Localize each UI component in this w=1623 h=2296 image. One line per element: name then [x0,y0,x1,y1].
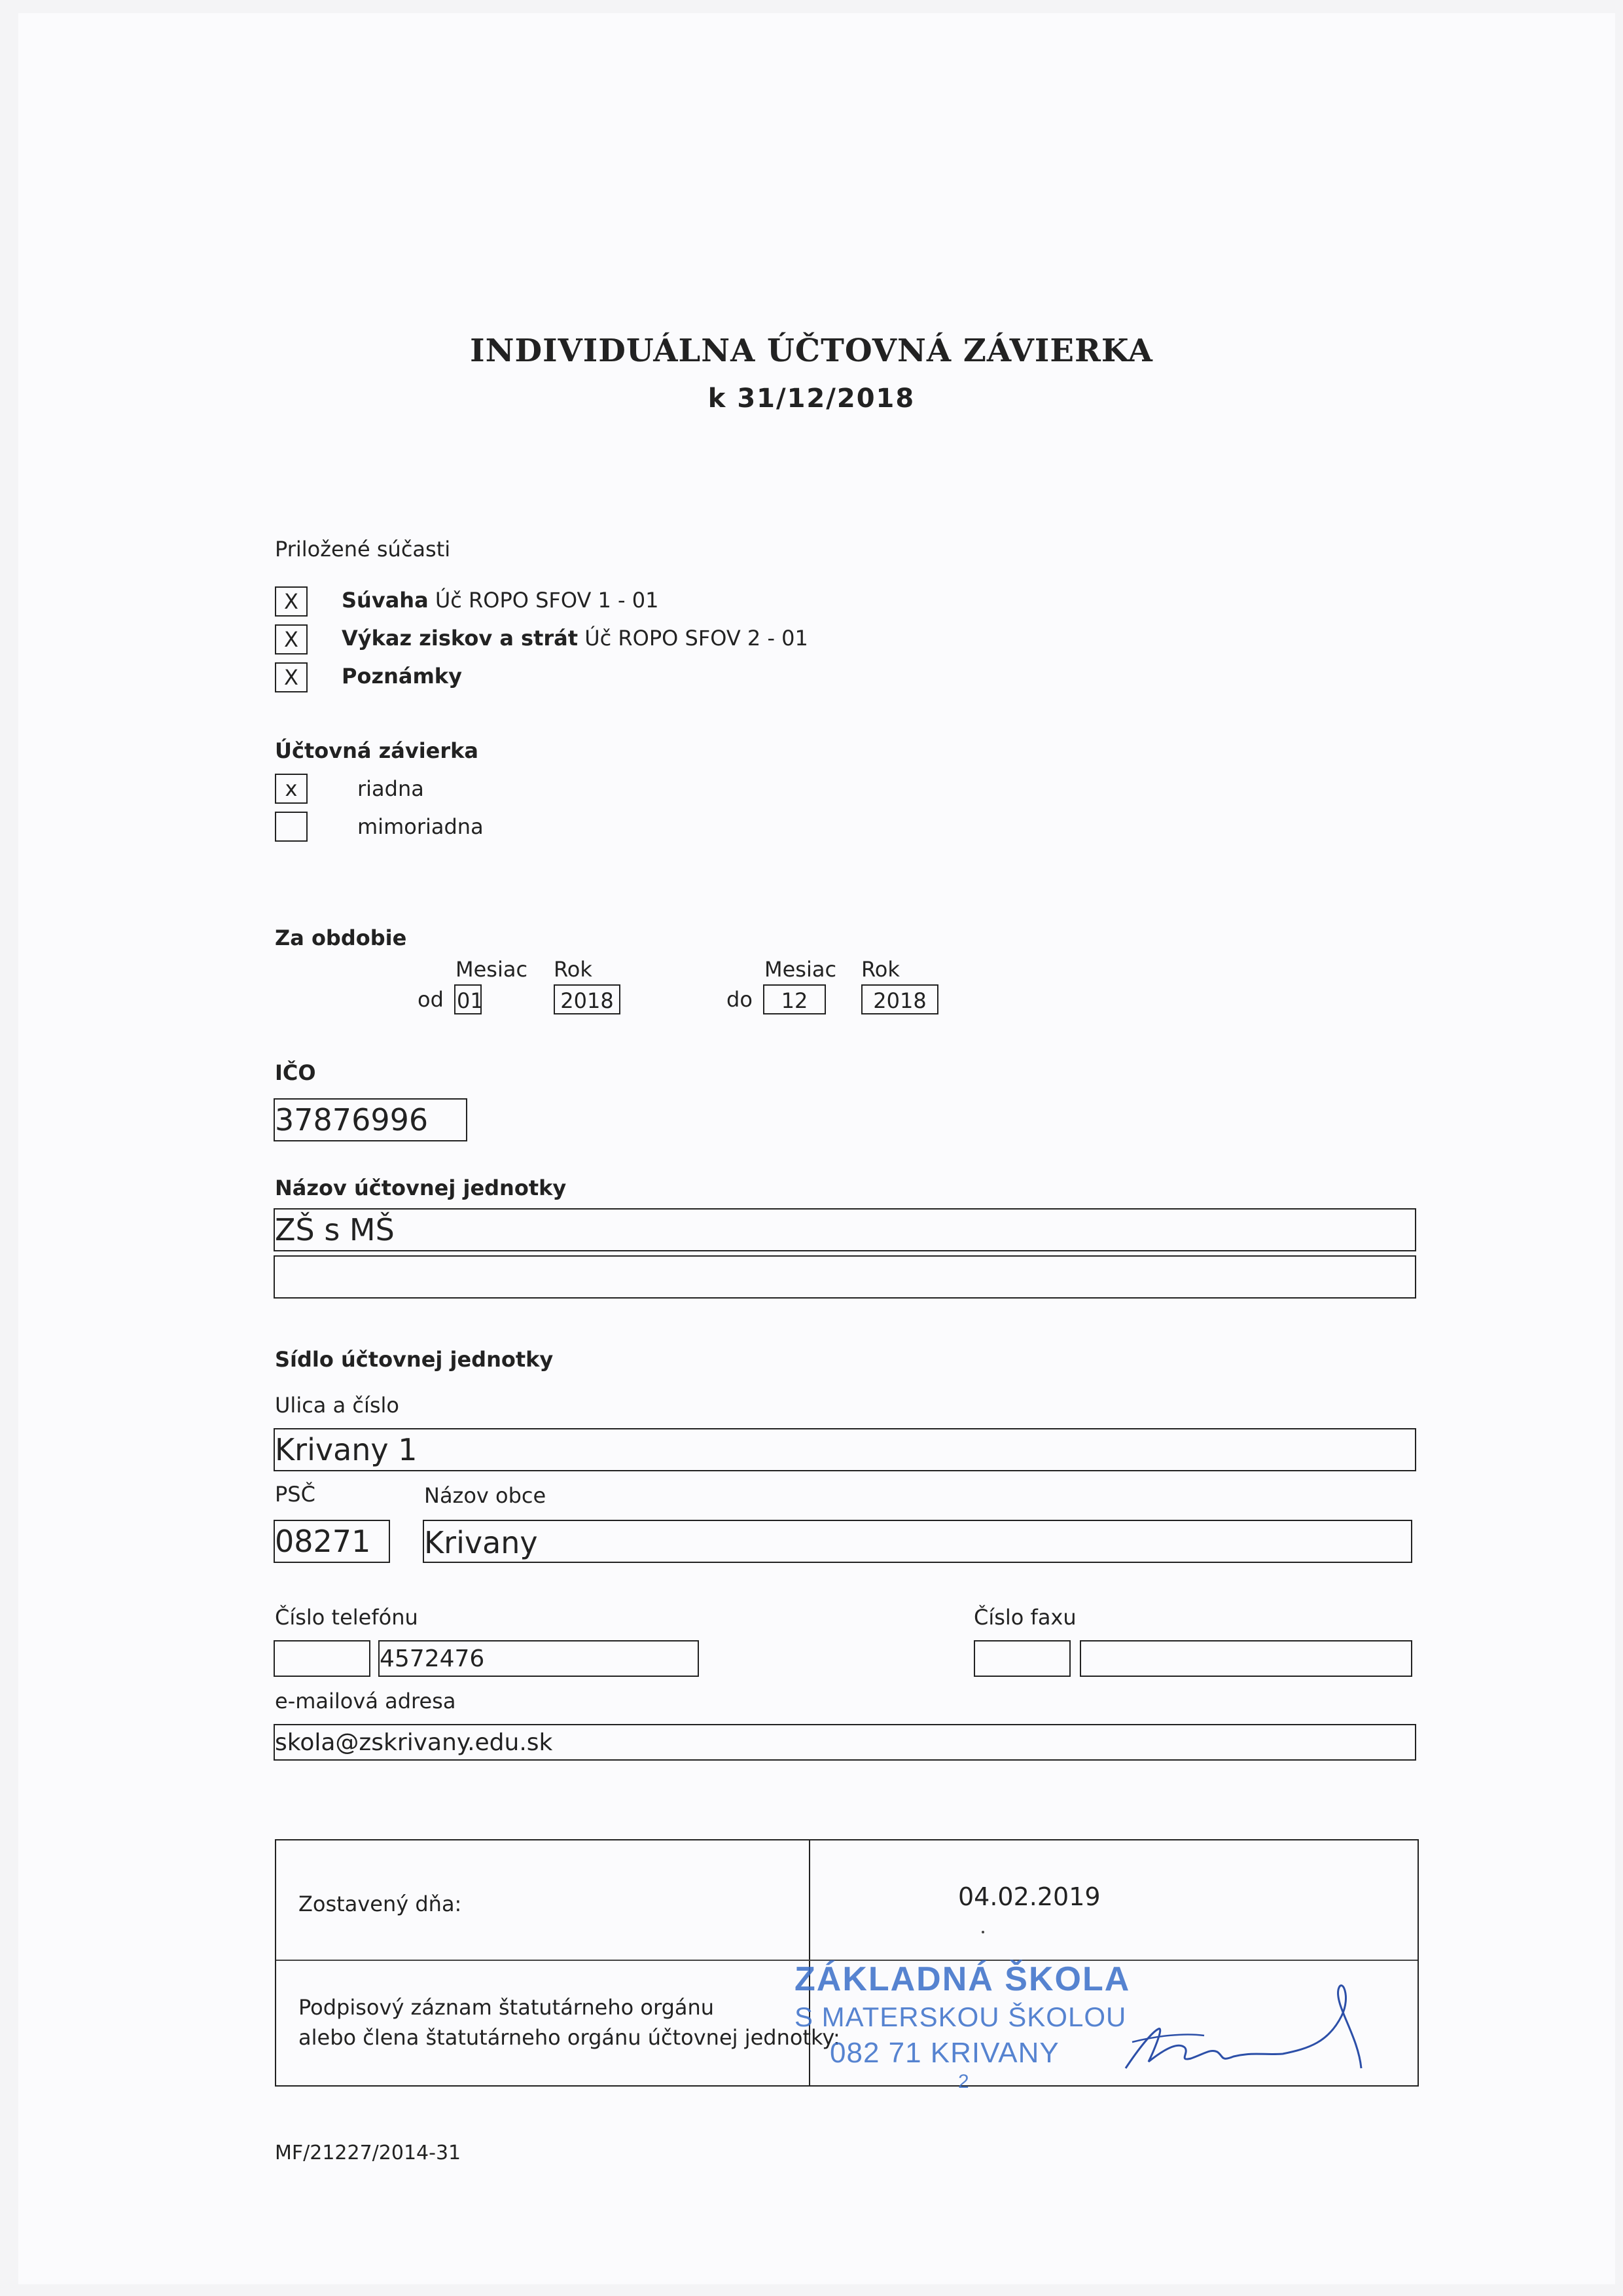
psc-label: PSČ [275,1482,315,1507]
period-from-month-field[interactable] [454,984,482,1014]
stamp-line1: ZÁKLADNÁ ŠKOLA [794,1960,1131,1998]
attachment-checkbox-income[interactable]: X [275,624,308,655]
ico-label: IČO [275,1060,316,1085]
entity-name-value-line1: ZŠ s MŠ [275,1212,395,1247]
closing-option-regular: riadna [357,776,424,801]
attachment-item-income-title: Výkaz ziskov a strát [342,626,579,651]
document-subtitle: k 31/12/2018 [707,384,916,414]
period-label: Za obdobie [275,925,407,950]
attachment-item-balance [342,588,658,613]
closing-option-extraordinary: mimoriadna [357,814,484,839]
date-value: 04.02.2019 [958,1882,1101,1911]
entity-name-field-line2[interactable] [274,1255,1416,1299]
street-field[interactable] [274,1428,1416,1471]
closing-checkbox-extraordinary[interactable] [275,812,308,842]
period-to-year-value: 2018 [873,988,927,1013]
stamp-number: 2 [958,2071,969,2092]
phone-prefix-field[interactable] [274,1640,370,1677]
stamp-line3: 082 71 KRIVANY [830,2037,1060,2069]
attachment-item-balance-title: Súvaha [342,588,429,613]
email-field[interactable] [274,1724,1416,1761]
period-to-label: do [726,987,753,1012]
signature-stroke [1126,1986,1361,2068]
period-to-month-field[interactable] [763,984,826,1014]
period-from-month-value: 01 [457,988,484,1013]
street-label: Ulica a číslo [275,1393,399,1418]
attachments-label: Priložené súčasti [275,537,451,562]
attachment-item-balance-code: Úč ROPO SFOV 1 - 01 [428,588,659,613]
city-field[interactable] [423,1520,1412,1563]
fax-prefix-field[interactable] [974,1640,1071,1677]
city-label: Názov obce [424,1483,546,1508]
stamp-line2: S MATERSKOU ŠKOLOU [794,2001,1127,2032]
address-label: Sídlo účtovnej jednotky [275,1347,554,1372]
attachment-checkbox-notes[interactable]: X [275,662,308,692]
dot-mark [982,1931,984,1933]
phone-field[interactable] [378,1640,699,1677]
period-from-year-field[interactable] [554,984,620,1014]
attachment-item-notes-title: Poznámky [342,664,462,689]
attachment-item-notes [342,664,462,689]
form-code: MF/21227/2014-31 [275,2142,461,2164]
closing-label: Účtovná závierka [275,738,479,763]
closing-checkbox-regular[interactable]: x [275,774,308,804]
attachment-item-income-code: Úč ROPO SFOV 2 - 01 [578,626,808,651]
signature-label-line1: Podpisový záznam štatutárneho orgánu [298,1995,715,2020]
period-to-month-label: Mesiac [764,957,837,982]
fax-label: Číslo faxu [974,1605,1077,1630]
attachment-checkbox-balance[interactable]: X [275,586,308,617]
date-label: Zostavený dňa: [298,1892,462,1916]
period-from-month-label: Mesiac [455,957,528,982]
signature-label-line2: alebo člena štatutárneho orgánu účtovnej jednotky: [298,2025,840,2050]
period-to-year-field[interactable] [861,984,938,1014]
ico-field[interactable] [274,1098,467,1141]
city-value: Krivany [424,1525,538,1560]
entity-name-label: Názov účtovnej jednotky [275,1175,567,1200]
psc-value: 08271 [275,1524,371,1559]
document-title: INDIVIDUÁLNA ÚČTOVNÁ ZÁVIERKA [470,332,1153,369]
phone-label: Číslo telefónu [275,1605,418,1630]
period-from-year-label: Rok [554,957,592,982]
ico-value: 37876996 [275,1102,429,1138]
signature-stroke-upper [1132,2034,1204,2042]
entity-name-field-line1[interactable] [274,1208,1416,1251]
attachment-item-income [342,626,808,651]
period-to-month-value: 12 [781,988,808,1013]
fax-field[interactable] [1080,1640,1412,1677]
street-value: Krivany 1 [275,1432,418,1467]
period-to-year-label: Rok [861,957,900,982]
period-from-year-value: 2018 [560,988,614,1013]
psc-field[interactable] [274,1520,390,1563]
phone-value: 4572476 [380,1645,485,1672]
period-from-label: od [418,987,444,1012]
email-label: e-mailová adresa [275,1689,456,1713]
email-value: skola@zskrivany.edu.sk [275,1729,553,1756]
signature-mark [1113,1970,1374,2088]
